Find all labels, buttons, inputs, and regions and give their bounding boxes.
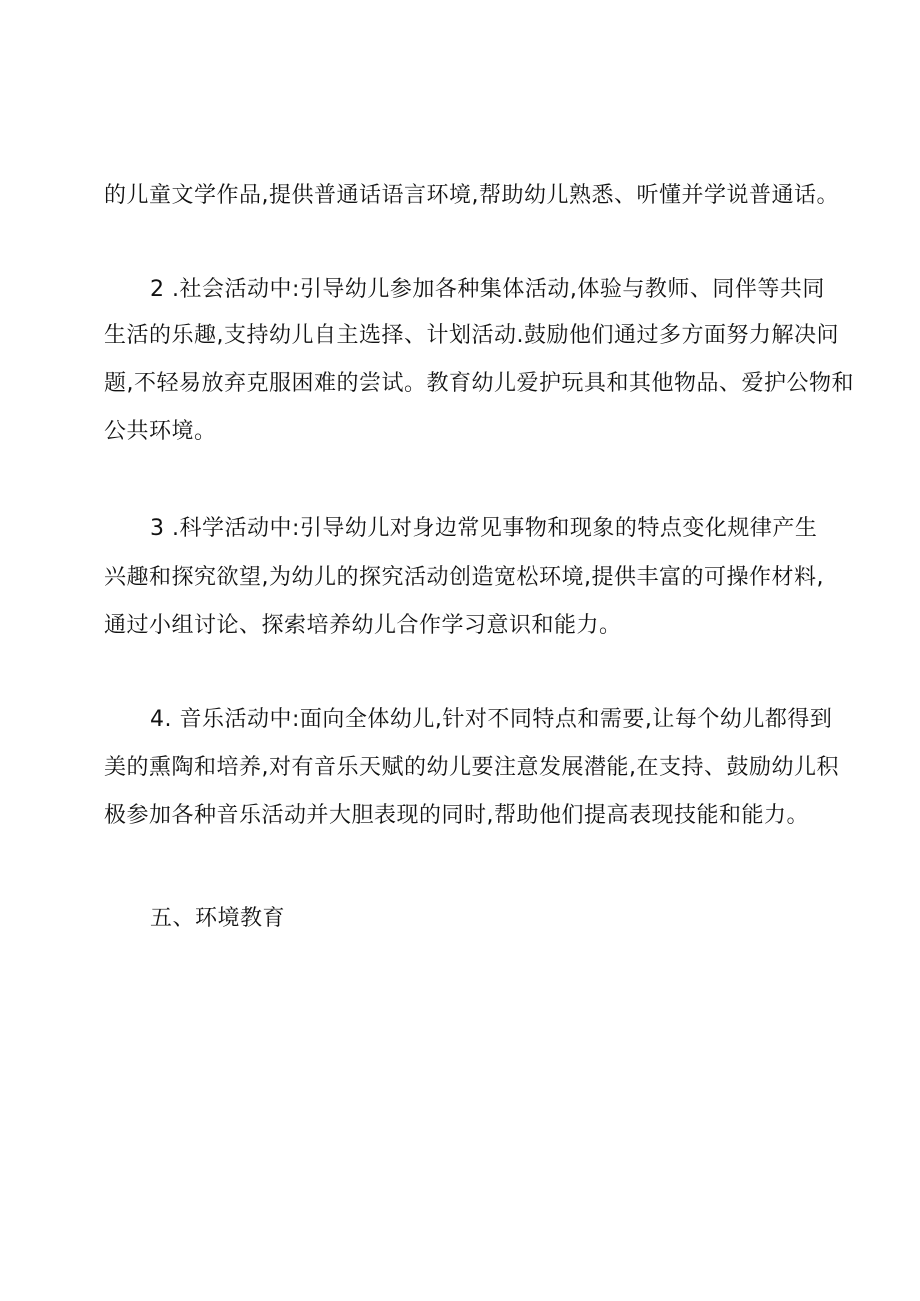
paragraph-line: 2 .社会活动中:引导幼儿参加各种集体活动,体验与教师、同伴等共同	[150, 277, 825, 302]
paragraph-line: 美的熏陶和培养,对有音乐天赋的幼儿要注意发展潜能,在支持、鼓励幼儿积	[104, 755, 839, 780]
paragraph-line: 题,不轻易放弃克服困难的尝试。教育幼儿爱护玩具和其他物品、爱护公物和	[104, 371, 854, 396]
paragraph-line: 兴趣和探究欲望,为幼儿的探究活动创造宽松环境,提供丰富的可操作材料,	[104, 565, 824, 590]
paragraph-line: 3 .科学活动中:引导幼儿对身边常见事物和现象的特点变化规律产生	[150, 516, 818, 541]
paragraph-line: 4. 音乐活动中:面向全体幼儿,针对不同特点和需要,让每个幼儿都得到	[150, 707, 833, 732]
paragraph-line: 通过小组讨论、探索培养幼儿合作学习意识和能力。	[104, 613, 622, 638]
paragraph-line: 公共环境。	[104, 419, 217, 444]
section-heading: 五、环境教育	[150, 906, 286, 931]
paragraph-line: 生活的乐趣,支持幼儿自主选择、计划活动.鼓励他们通过多方面努力解决问	[104, 323, 839, 348]
paragraph-line: 的儿童文学作品,提供普通话语言环境,帮助幼儿熟悉、听懂并学说普通话。	[104, 183, 839, 208]
paragraph-line: 极参加各种音乐活动并大胆表现的同时,帮助他们提高表现技能和能力。	[104, 803, 809, 828]
